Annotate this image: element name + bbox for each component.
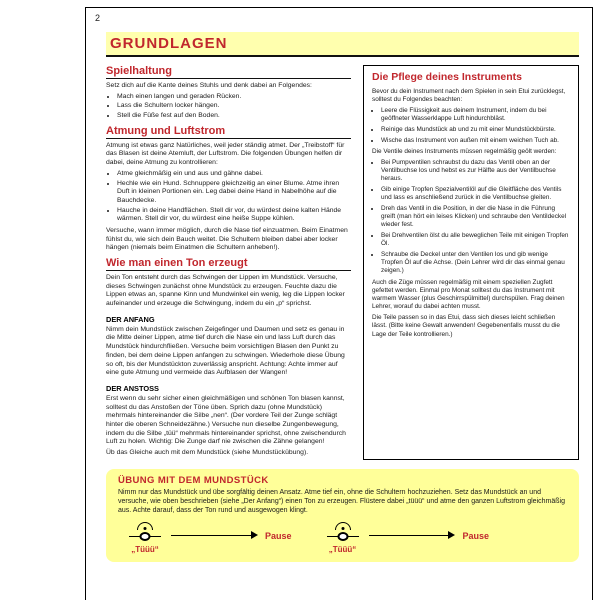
bullet-item: • Hauche in deine Handflächen. Stell dir vor, du würdest deine kalten Hände wärmen. Stell dir vor, du würdest eine heiße Suppe kühlen. (117, 207, 351, 224)
bullet-list (372, 159, 570, 275)
subheading-der-anstoss: DER ANSTOSS (106, 383, 159, 393)
paragraph: Die Ventile deines Instruments müssen regelmäßig geölt werden: (372, 147, 557, 155)
section-spielhaltung (106, 65, 351, 121)
bullet-item: • Bei Pumpventilen schraubst du dazu das Ventil oben an der Ventilbuchse los und hebst es zur Hälfte aus der Ventilbuchse heraus. (381, 159, 570, 184)
bullet-item: • Bei Drehventilen ölst du alle beweglichen Teile mit einigen Tropfen Öl. (381, 232, 570, 248)
bullet-item: • Gib einige Tropfen Spezialventilöl auf die Gleitfläche des Ventils und lass es anschließend zurück in die Ventilbuchse gleiten. (381, 186, 570, 202)
page-title-text: GRUNDLAGEN (110, 35, 228, 52)
paragraph: Dein Ton entsteht durch das Schwingen der Lippen im Mundstück. Versuche, dieses Schwingen zunächst ohne Mundstück zu erzeugen. Feuchte dazu die Lippen etwas an, spanne Kinn und Mundwinkel ein wenig, leg die Lippen locker aufeinander und erzeuge die Schwingung, indem du ein „p“ sprichst. (106, 274, 345, 308)
two-column-layout (106, 61, 579, 460)
whole-note-on-line (327, 531, 359, 543)
bullet-item: • Dreh das Ventil in die Position, in der die Nase in die Führung greift (man hört ein leises Klicken) und schraube den Ventildeckel wieder fest. (381, 205, 570, 230)
bullet-item: • Wische das Instrument von außen mit einem weichen Tuch ab. (381, 137, 570, 145)
pause-label: Pause (264, 530, 292, 541)
mouthpiece-note-2 (326, 522, 360, 554)
bullet-item: • Atme gleichmäßig ein und aus und gähne dabei. (117, 170, 351, 179)
instrument-care-box (363, 65, 579, 460)
section-atmung (106, 125, 351, 253)
page-content (86, 8, 592, 562)
paragraph: Auch die Züge müssen regelmäßig mit einem speziellen Zugfett gefettet werden. Einmal pro Monat solltest du das Instrument mit warmem Wasser (plus Geschirrspülmittel) durchspülen. Frag deinen Lehrer, worauf du dabei achten musst. (372, 278, 565, 311)
subheading-der-anfang: DER ANFANG (106, 314, 155, 324)
paragraph: Die Teile passen so in das Etui, dass sich dieses leicht schließen lässt. (Bitte keine Gewalt anwenden! Gegebenenfalls musst du die Lage der Teile kontrollieren.) (372, 314, 560, 338)
arrow-right-icon (171, 535, 256, 537)
exercise-text: Nimm nur das Mundstück und übe sorgfältig deinen Ansatz. Atme tief ein, ohne die Schultern hochzuziehen. Setz das Mundstück an und versuche, wie oben beschrieben (siehe „Der Anfang“) einen Ton zu erzeugen. Flüstere dabei „tüüü“ und atme den ganzen Luftstrom gleichmäßig aus. Achte darauf, dass der Ton rund und ausgewogen klingt. (118, 488, 565, 514)
paragraph: Atmung ist etwas ganz Natürliches, weil jeder ständig atmet. Der „Treibstoff“ für das Blasen ist deine Atemluft, der Luftstrom. Die folgenden Übungen helfen dir dabei, deine Atmung zu kontrollieren: (106, 141, 345, 167)
exercise-heading: ÜBUNG MIT DEM MUNDSTÜCK (118, 474, 269, 486)
bullet-item: • Lass die Schultern locker hängen. (117, 102, 351, 111)
bullet-list (372, 107, 570, 145)
paragraph: Üb das Gleiche auch mit dem Mundstück (siehe Mundstückübung). (106, 449, 309, 456)
mouthpiece-note-1 (128, 522, 162, 554)
section-heading-ton: Wie man einen Ton erzeugt (106, 257, 351, 271)
page-number: 2 (95, 13, 101, 23)
bullet-item: • Mach einen langen und geraden Rücken. (117, 93, 351, 102)
paragraph: Erst wenn du sehr sicher einen gleichmäßigen und schönen Ton blasen kannst, solltest du das Anstoßen der Töne üben. Sprich dazu (ohne Mundstück) mehrmals hintereinander die Silbe „nen“. (Der vordere Teil der Zunge schlägt hinter die oberen Schneidezähne.) Versuche nun dieselbe Zungenbewegung, indem du die Silbe „tüü“ mehrmals hintereinander sprichst, ohne zwischendurch Luft zu holen. Wichtig: Die Zunge darf nie zwischen die Zähne gelangen! (106, 394, 346, 446)
exercise-notation-row (118, 520, 567, 554)
main-column (106, 61, 351, 460)
paragraph: Bevor du dein Instrument nach dem Spielen in sein Etui zurücklegst, solltest du Folgendes beachten: (372, 87, 566, 103)
arrow-right-icon (369, 535, 454, 537)
bullet-list (106, 170, 351, 224)
bullet-item: • Stell die Füße fest auf den Boden. (117, 112, 351, 121)
note-syllable-label: „Tüüü“ (131, 544, 159, 554)
fermata-icon (335, 522, 351, 530)
note-syllable-label: „Tüüü“ (328, 544, 357, 554)
paragraph: Setz dich auf die Kante deines Stuhls und denk dabei an Folgendes: (106, 82, 312, 89)
whole-note-icon (140, 532, 151, 541)
page-title (106, 32, 579, 57)
bullet-list (106, 93, 351, 121)
book-page (85, 7, 593, 600)
fermata-icon (137, 522, 153, 530)
paragraph: Nimm dein Mundstück zwischen Zeigefinger und Daumen und setz es genau in die Mitte deiner Lippen, atme tief durch die Nase ein und lass Luft durch das Mundstück hindurchfließen. Versuche beim vorsichtigen Blasen den Punkt zu finden, bei dem deine Lippen anfangen zu schwingen. Wiederhole diese Übung so oft, bis der Mundstückton zuverlässig anspricht. Achtung: Achte immer auf eine gute Atmung und vermeide das Aufblasen der Wangen! (106, 325, 345, 377)
whole-note-on-line (129, 531, 161, 543)
pause-label: Pause (462, 530, 489, 541)
bullet-item: • Reinige das Mundstück ab und zu mit einer Mundstückbürste. (381, 126, 570, 134)
section-heading-atmung: Atmung und Luftstrom (106, 125, 351, 139)
bullet-item: • Hechle wie ein Hund. Schnuppere gleichzeitig an einer Blume. Atme ihren Duft in kleinen Portionen ein. Leg dabei deine Hand in Nabelhöhe auf die Bauchdecke. (117, 180, 351, 206)
bullet-item: • Schraube die Deckel unter den Ventilen los und gib wenige Tropfen Öl auf die Achse. (Dein Lehrer wird dir das einmal genau zeigen.) (381, 251, 570, 276)
whole-note-icon (337, 532, 348, 541)
bullet-item: • Leere die Flüssigkeit aus deinem Instrument, indem du bei geöffneter Wasserklappe Luft hindurchbläst. (381, 107, 570, 123)
care-box-heading: Die Pflege deines Instruments (372, 71, 522, 83)
section-ton-erzeugen (106, 257, 351, 458)
section-heading-spielhaltung: Spielhaltung (106, 65, 351, 79)
mouthpiece-exercise-box (106, 469, 579, 562)
paragraph: Versuche, wann immer möglich, durch die Nase tief einzuatmen. Beim Einatmen fühlst du, wie sich dein Bauch weitet. Die Schultern bleiben dabei aber locker hängen (niemals beim Einatmen die Schultern anheben!). (106, 226, 348, 252)
